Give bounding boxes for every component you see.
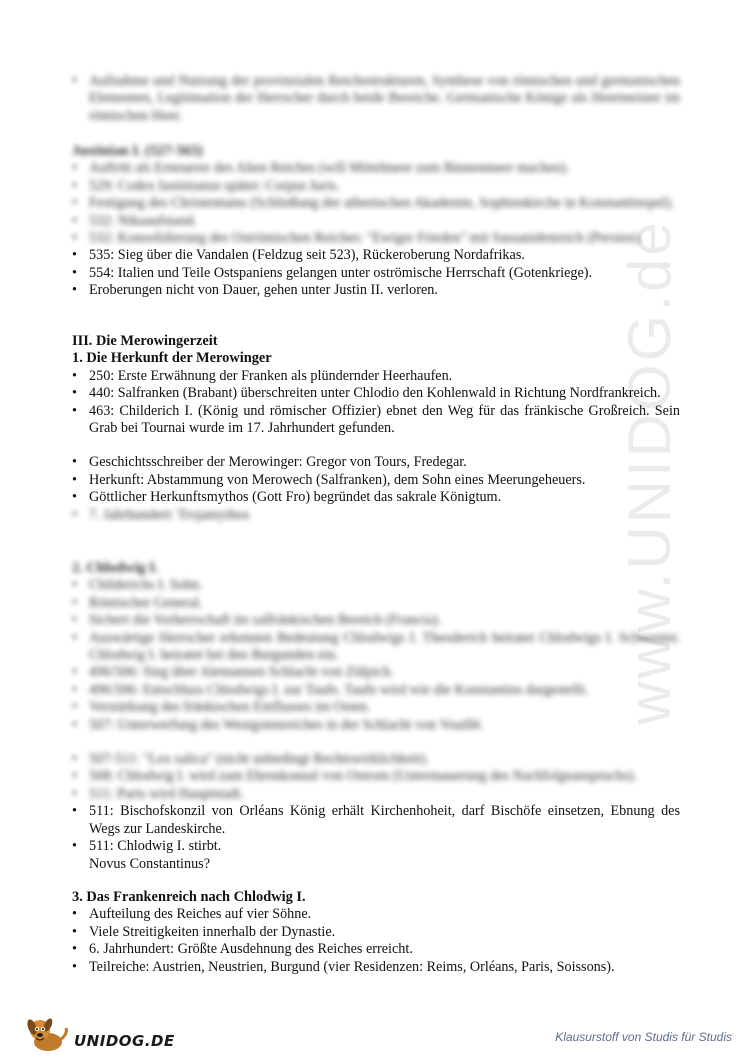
logo-text: UNIDOG.DE — [74, 1032, 175, 1050]
list-item: • 463: Childerich I. (König und römischer Offizier) ebnet den Weg für das fränkische Großreich. Sein Grab bei Tournai wurde im 17. Jahrhundert gefunden. — [72, 403, 680, 438]
unidog-logo[interactable] — [22, 1014, 175, 1054]
list-item: • Aufnahme und Nutzung der provinzialen Reichsstrukturen, Synthese von römischen und germanischen Elementen, Legitimation der Herrscher durch beide Bereiche. Germanische Könige als Heermeister im römischen Heer. — [72, 73, 680, 125]
list-item: • 532: Nikaaufstand. — [72, 213, 680, 230]
list-item: • 511: Paris wird Hauptstadt. — [72, 786, 680, 803]
list-item: • 507-511: "Lex salica" (nicht unbedingt Rechtswirklichkeit). — [72, 751, 680, 768]
chlodwig-section — [72, 560, 680, 873]
chlodwig-list — [72, 803, 680, 855]
watermark: www.UNIDOG.de — [616, 219, 683, 725]
blurred-list — [72, 577, 680, 734]
frankenreich-section — [72, 889, 680, 976]
list-item: • 535: Sieg über die Vandalen (Feldzug seit 523), Rückeroberung Nordafrikas. — [72, 247, 680, 264]
list-item: • Auswärtige Herrscher erkennen Bedeutung Chlodwigs I. Theoderich heiratet Chlodwigs I. Schwester. Chlodwig I. heiratet bei den Burgunden ein. — [72, 630, 680, 665]
list-item: • 508: Chlodwig I. wird zum Ehrenkonsul von Ostrom (Untermauerung des Nachfolgeanspruchs). — [72, 768, 680, 785]
footer-tagline: Klausurstoff von Studis für Studis — [555, 1030, 732, 1044]
list-item: • 532: Konsolidierung des Oströmischen Reiches: "Ewiger Frieden" mit Sassanidenreich (Persien). — [72, 230, 680, 247]
list-item: • Childerichs I. Sohn. — [72, 577, 680, 594]
list-item: • 7. Jahrhundert: Trojamythos — [72, 507, 680, 524]
list-item: • Festigung des Christentums (Schließung der athenischen Akademie, Sophienkirche in Konstantinopel). — [72, 195, 680, 212]
list-item: • Eroberungen nicht von Dauer, gehen unter Justin II. verloren. — [72, 282, 680, 299]
chapter-title: III. Die Merowingerzeit — [72, 333, 218, 349]
intro-section — [72, 73, 680, 125]
list-item: • 6. Jahrhundert: Größte Ausdehnung des Reiches erreicht. — [72, 941, 680, 958]
list-item: • 496/506: Entschluss Chlodwigs I. zur Taufe. Taufe wird wie die Konstantins dargestellt. — [72, 682, 680, 699]
herkunft-list — [72, 368, 680, 438]
merowinger-section — [72, 333, 680, 524]
list-item: • Herkunft: Abstammung von Merowech (Salfranken), dem Sohn eines Meerungeheuers. — [72, 472, 680, 489]
dog-icon — [22, 1014, 74, 1054]
list-item: • 554: Italien und Teile Ostspaniens gelangen unter oströmische Herrschaft (Gotenkriege). — [72, 265, 680, 282]
blurred-list-2 — [72, 751, 680, 803]
list-item: • 507: Unterwerfung des Westgotenreiches in der Schlacht von Vouillé. — [72, 717, 680, 734]
list-item: • Geschichtsschreiber der Merowinger: Gregor von Tours, Fredegar. — [72, 454, 680, 471]
list-item: • 250: Erste Erwähnung der Franken als plündernder Heerhaufen. — [72, 368, 680, 385]
list-item: • 511: Bischofskonzil von Orléans König erhält Kirchenhoheit, darf Bischöfe einsetzen, Ebnung des Wegs zur Landeskirche. — [72, 803, 680, 838]
list-item: • Römischer General. — [72, 595, 680, 612]
section-heading: Justinian I. (527-565) — [72, 143, 203, 159]
list-item: • Auftritt als Erneuerer des Alten Reiches (will Mittelmeer zum Binnenmeer machen). — [72, 160, 680, 177]
section-heading: 1. Die Herkunft der Merowinger — [72, 350, 272, 367]
list-item: • 496/506: Sieg über Alemannen Schlacht von Zülpich. — [72, 664, 680, 681]
list-item: • 511: Chlodwig I. stirbt. — [72, 838, 680, 855]
list-item: • Verstärkung des fränkischen Einflusses im Osten. — [72, 699, 680, 716]
continuation-text: Novus Constantinus? — [89, 855, 210, 872]
list-item: • Sichert die Vorherrschaft im salfränkischen Bereich (Francia). — [72, 612, 680, 629]
blurred-list — [72, 160, 680, 247]
list-item: • 440: Salfranken (Brabant) überschreiten unter Chlodio den Kohlenwald in Richtung Nordfrankreich. — [72, 385, 680, 402]
list-item: • 529: Codex Iustinianus später: Corpus Iuris. — [72, 178, 680, 195]
section-heading: 3. Das Frankenreich nach Chlodwig I. — [72, 889, 306, 905]
list-item: • Göttlicher Herkunftsmythos (Gott Fro) begründet das sakrale Königtum. — [72, 489, 680, 506]
list-item: • Viele Streitigkeiten innerhalb der Dynastie. — [72, 924, 680, 941]
herkunft-list-2 — [72, 454, 680, 524]
list-item: • Aufteilung des Reiches auf vier Söhne. — [72, 906, 680, 923]
section-heading: 2. Chlodwig I. — [72, 560, 159, 576]
frankenreich-list — [72, 906, 680, 976]
justinian-list — [72, 247, 680, 299]
list-item: • Teilreiche: Austrien, Neustrien, Burgund (vier Residenzen: Reims, Orléans, Paris, Soissons). — [72, 959, 680, 976]
justinian-section — [72, 143, 680, 300]
